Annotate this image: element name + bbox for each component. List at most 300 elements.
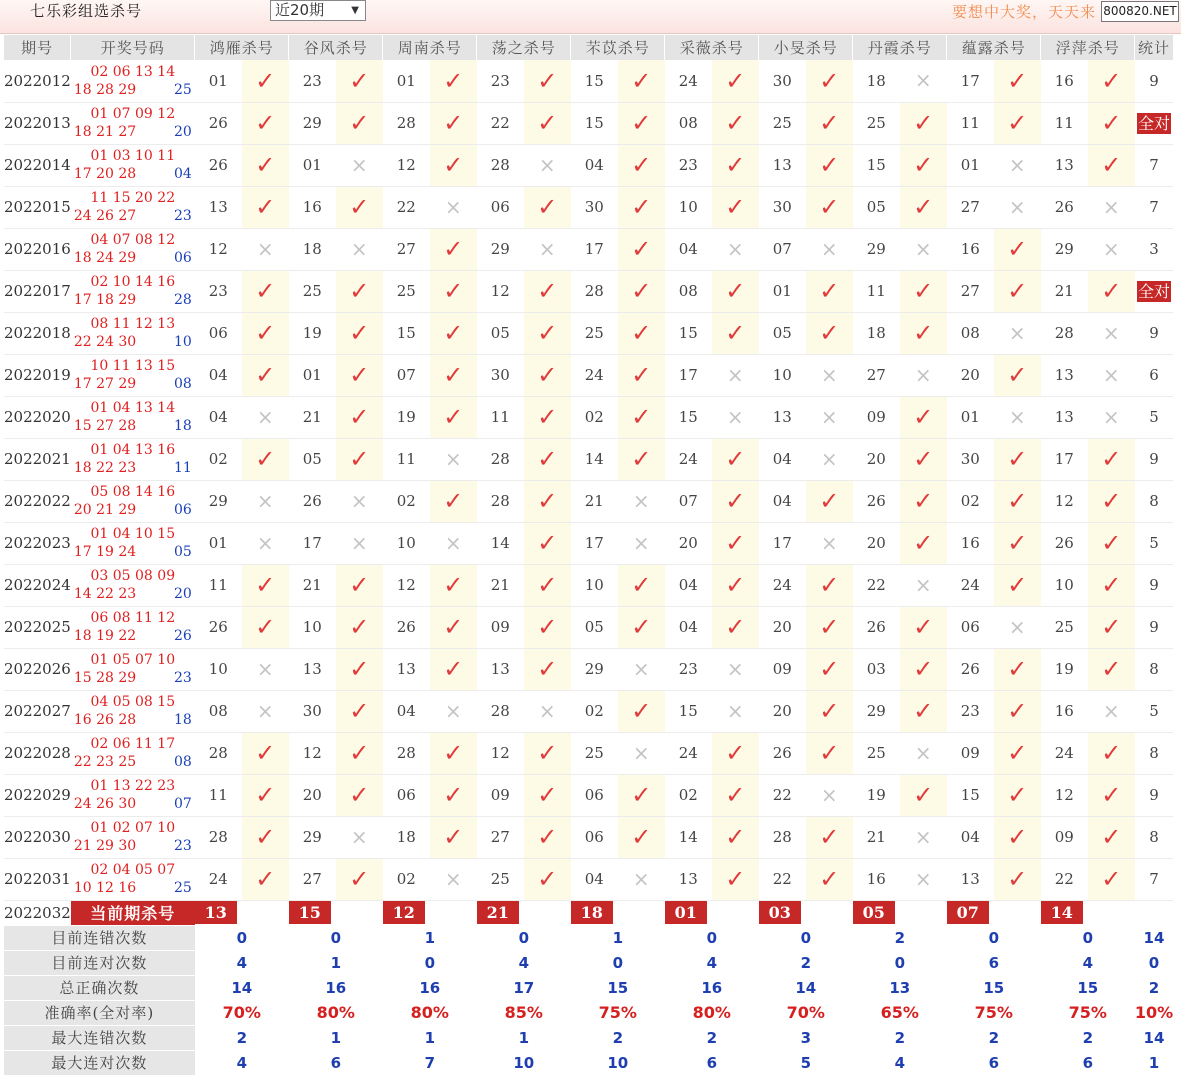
period-number: 2022018 <box>4 312 71 354</box>
summary-value: 0 <box>947 925 1041 950</box>
result-cell <box>994 228 1041 270</box>
result-cell <box>1088 228 1135 270</box>
summary-value: 2 <box>571 1025 665 1050</box>
result-cell <box>900 690 947 732</box>
result-cell <box>618 564 665 606</box>
cross-icon: × <box>632 530 650 555</box>
check-icon: ✓ <box>443 361 464 389</box>
check-icon: ✓ <box>1007 487 1028 515</box>
kill-number: 04 <box>571 144 618 186</box>
result-cell <box>618 522 665 564</box>
table-row <box>4 690 1173 732</box>
check-icon: ✓ <box>631 445 652 473</box>
table-row <box>4 60 1173 102</box>
check-icon: ✓ <box>725 66 746 95</box>
kill-number: 29 <box>289 102 336 144</box>
summary-value: 70% <box>759 1000 853 1025</box>
result-cell <box>336 858 383 900</box>
kill-number: 24 <box>1041 732 1088 774</box>
draw-numbers-line2 <box>71 543 195 561</box>
draw-numbers-main: 22 23 25 <box>73 754 137 770</box>
kill-number: 06 <box>947 606 994 648</box>
draw-numbers-line1: 11 15 20 22 <box>90 190 176 206</box>
result-cell <box>1088 648 1135 690</box>
draw-numbers <box>71 606 195 648</box>
draw-numbers-line1: 05 08 14 16 <box>90 484 176 500</box>
check-icon: ✓ <box>349 193 370 221</box>
cross-icon: × <box>350 152 368 177</box>
check-icon: ✓ <box>443 655 464 683</box>
draw-numbers-line2 <box>71 123 195 141</box>
cross-icon: × <box>726 404 744 429</box>
result-cell <box>806 648 853 690</box>
summary-value: 0 <box>1041 925 1135 950</box>
kill-number: 23 <box>289 60 336 102</box>
result-cell <box>242 438 289 480</box>
kill-number: 10 <box>759 354 806 396</box>
summary-value: 75% <box>947 1000 1041 1025</box>
kill-number: 19 <box>383 396 430 438</box>
result-cell <box>524 522 571 564</box>
check-icon: ✓ <box>631 235 652 263</box>
check-icon: ✓ <box>819 613 840 641</box>
summary-value: 0 <box>665 925 759 950</box>
check-icon: ✓ <box>443 781 464 809</box>
kill-number: 16 <box>289 186 336 228</box>
promo-slogan: 要想中大奖，天天来 <box>952 3 1097 21</box>
result-cell <box>712 690 759 732</box>
kill-number: 25 <box>571 312 618 354</box>
summary-label: 总正确次数 <box>4 975 195 1000</box>
draw-numbers-line1: 08 11 12 13 <box>90 316 176 332</box>
cross-icon: × <box>256 404 274 429</box>
check-icon: ✓ <box>1007 697 1028 725</box>
draw-numbers-main: 15 27 28 <box>73 418 137 434</box>
summary-value: 17 <box>477 975 571 1000</box>
current-kill-chip: 01 <box>665 901 707 924</box>
check-icon: ✓ <box>819 66 840 95</box>
result-cell <box>618 732 665 774</box>
kill-number: 15 <box>665 312 712 354</box>
check-icon: ✓ <box>819 739 840 767</box>
summary-value: 1 <box>383 1025 477 1050</box>
result-cell <box>900 186 947 228</box>
kill-number: 13 <box>1041 354 1088 396</box>
kill-number: 15 <box>947 774 994 816</box>
kill-number: 26 <box>947 648 994 690</box>
result-cell <box>524 396 571 438</box>
kill-number: 04 <box>571 858 618 900</box>
kill-number: 26 <box>1041 522 1088 564</box>
hit-count: 9 <box>1135 606 1173 648</box>
cross-icon: × <box>1008 152 1026 177</box>
summary-value: 4 <box>853 1050 947 1075</box>
check-icon: ✓ <box>349 655 370 683</box>
kill-number: 13 <box>947 858 994 900</box>
hit-count: 8 <box>1135 648 1173 690</box>
result-cell <box>806 270 853 312</box>
result-cell <box>618 648 665 690</box>
hit-count: 5 <box>1135 396 1173 438</box>
result-cell <box>336 144 383 186</box>
kill-number: 12 <box>477 270 524 312</box>
summary-value: 10 <box>571 1050 665 1075</box>
check-icon: ✓ <box>725 277 746 305</box>
result-cell <box>712 438 759 480</box>
check-icon: ✓ <box>913 781 934 809</box>
check-icon: ✓ <box>349 613 370 641</box>
summary-value: 2 <box>853 925 947 950</box>
summary-value: 6 <box>947 950 1041 975</box>
summary-value: 4 <box>195 1050 289 1075</box>
check-icon: ✓ <box>725 571 746 599</box>
check-icon: ✓ <box>443 613 464 641</box>
cross-icon: × <box>256 236 274 261</box>
result-cell <box>806 396 853 438</box>
column-header: 开奖号码 <box>71 35 195 60</box>
period-number: 2022021 <box>4 438 71 480</box>
check-icon: ✓ <box>725 739 746 767</box>
result-cell <box>430 774 477 816</box>
cross-icon: × <box>820 236 838 261</box>
kill-number: 04 <box>665 564 712 606</box>
result-cell <box>1088 480 1135 522</box>
kill-number: 22 <box>853 564 900 606</box>
hit-count <box>1135 270 1173 312</box>
check-icon: ✓ <box>443 823 464 851</box>
summary-value: 2 <box>853 1025 947 1050</box>
draw-numbers <box>71 564 195 606</box>
summary-label: 最大连错次数 <box>4 1025 195 1050</box>
check-icon: ✓ <box>631 823 652 851</box>
kill-number: 07 <box>383 354 430 396</box>
draw-numbers <box>71 144 195 186</box>
kill-number: 20 <box>853 438 900 480</box>
result-cell <box>994 312 1041 354</box>
summary-value: 4 <box>195 950 289 975</box>
result-cell <box>900 270 947 312</box>
hit-count: 9 <box>1135 438 1173 480</box>
kill-number: 04 <box>665 606 712 648</box>
draw-numbers-line1: 01 04 10 15 <box>90 526 176 542</box>
result-cell <box>430 270 477 312</box>
check-icon: ✓ <box>443 487 464 515</box>
check-icon: ✓ <box>725 823 746 851</box>
period-number: 2022019 <box>4 354 71 396</box>
table-row <box>4 732 1173 774</box>
kill-number: 28 <box>195 816 242 858</box>
summary-value: 80% <box>665 1000 759 1025</box>
result-cell <box>806 186 853 228</box>
summary-label: 准确率(全对率) <box>4 1000 195 1025</box>
summary-value: 70% <box>195 1000 289 1025</box>
check-icon: ✓ <box>819 655 840 683</box>
chevron-down-icon: ▼ <box>351 5 359 16</box>
kill-number: 01 <box>289 354 336 396</box>
result-cell <box>618 228 665 270</box>
column-header: 期号 <box>4 35 71 60</box>
cross-icon: × <box>820 404 838 429</box>
column-header: 荡之杀号 <box>477 35 571 60</box>
kill-number: 13 <box>289 648 336 690</box>
cross-icon: × <box>256 530 274 555</box>
summary-label: 目前连对次数 <box>4 950 195 975</box>
draw-numbers-line1: 10 11 13 15 <box>90 358 176 374</box>
draw-numbers-main: 18 19 22 <box>73 628 137 644</box>
draw-numbers <box>71 186 195 228</box>
result-cell <box>900 816 947 858</box>
current-kill-chip: 05 <box>853 901 895 924</box>
check-icon: ✓ <box>443 66 464 95</box>
result-cell <box>524 270 571 312</box>
kill-number: 12 <box>383 144 430 186</box>
table-row <box>4 396 1173 438</box>
result-cell <box>1088 186 1135 228</box>
result-cell <box>242 690 289 732</box>
period-number: 2022026 <box>4 648 71 690</box>
result-cell <box>242 144 289 186</box>
result-cell <box>430 102 477 144</box>
kill-number: 25 <box>759 102 806 144</box>
result-cell <box>242 396 289 438</box>
summary-value: 4 <box>1041 950 1135 975</box>
current-kill-chip: 12 <box>383 901 425 924</box>
hit-count: 8 <box>1135 816 1173 858</box>
summary-value: 10% <box>1135 1000 1173 1025</box>
kill-number: 11 <box>947 102 994 144</box>
current-kill-row <box>4 900 1173 925</box>
kill-number: 13 <box>477 648 524 690</box>
period-number: 2022015 <box>4 186 71 228</box>
draw-numbers-main: 21 29 30 <box>73 838 137 854</box>
summary-value: 80% <box>383 1000 477 1025</box>
cross-icon: × <box>914 824 932 849</box>
draw-numbers-line2 <box>71 753 195 771</box>
result-cell <box>1088 606 1135 648</box>
result-cell <box>618 396 665 438</box>
hit-count: 9 <box>1135 564 1173 606</box>
check-icon: ✓ <box>255 571 276 599</box>
kill-number: 09 <box>853 396 900 438</box>
kill-number: 20 <box>759 606 806 648</box>
kill-number: 12 <box>383 564 430 606</box>
special-number: 06 <box>173 502 192 518</box>
result-cell <box>712 186 759 228</box>
kill-number: 11 <box>853 270 900 312</box>
kill-number: 13 <box>665 858 712 900</box>
kill-number: 04 <box>665 228 712 270</box>
check-icon: ✓ <box>1007 66 1028 95</box>
kill-number: 05 <box>853 186 900 228</box>
result-cell <box>900 396 947 438</box>
check-icon: ✓ <box>631 403 652 431</box>
kill-number: 06 <box>571 816 618 858</box>
draw-numbers-line2 <box>71 165 195 183</box>
draw-numbers-main: 18 28 29 <box>73 81 137 98</box>
special-number: 23 <box>173 670 192 686</box>
kill-number: 24 <box>665 732 712 774</box>
kill-number: 28 <box>383 732 430 774</box>
result-cell <box>994 774 1041 816</box>
check-icon: ✓ <box>631 571 652 599</box>
period-number: 2022031 <box>4 858 71 900</box>
result-cell <box>994 816 1041 858</box>
kill-number: 13 <box>1041 144 1088 186</box>
result-cell <box>900 774 947 816</box>
draw-numbers-main: 18 21 27 <box>73 124 137 140</box>
special-number: 11 <box>173 460 192 476</box>
kill-number: 21 <box>289 564 336 606</box>
period-range-select[interactable] <box>270 0 366 21</box>
hit-count: 7 <box>1135 186 1173 228</box>
check-icon: ✓ <box>819 865 840 893</box>
special-number: 23 <box>173 208 192 224</box>
kill-number: 13 <box>759 396 806 438</box>
draw-numbers-line2 <box>71 459 195 477</box>
result-cell <box>1088 312 1135 354</box>
result-cell <box>806 858 853 900</box>
result-cell <box>430 732 477 774</box>
check-icon: ✓ <box>1007 445 1028 473</box>
kill-number: 28 <box>195 732 242 774</box>
kill-number: 26 <box>853 606 900 648</box>
result-cell <box>242 102 289 144</box>
summary-value: 14 <box>759 975 853 1000</box>
current-kill-chip: 18 <box>571 901 613 924</box>
kill-number: 18 <box>853 312 900 354</box>
check-icon: ✓ <box>1007 865 1028 893</box>
result-cell <box>1088 522 1135 564</box>
kill-number: 27 <box>289 858 336 900</box>
kill-number: 30 <box>947 438 994 480</box>
kill-number: 01 <box>289 144 336 186</box>
kill-number: 22 <box>759 858 806 900</box>
draw-numbers-line2 <box>71 627 195 645</box>
summary-value: 6 <box>947 1050 1041 1075</box>
kill-number: 10 <box>665 186 712 228</box>
draw-numbers-line2 <box>71 333 195 351</box>
result-cell <box>618 102 665 144</box>
result-cell <box>712 816 759 858</box>
check-icon: ✓ <box>631 781 652 809</box>
check-icon: ✓ <box>255 109 276 137</box>
draw-numbers-line2 <box>71 207 195 225</box>
hit-count: 5 <box>1135 522 1173 564</box>
draw-numbers-line2 <box>71 81 195 99</box>
special-number: 25 <box>173 81 192 98</box>
check-icon: ✓ <box>913 697 934 725</box>
check-icon: ✓ <box>537 66 558 95</box>
period-number: 2022029 <box>4 774 71 816</box>
result-cell <box>806 144 853 186</box>
result-cell <box>900 606 947 648</box>
result-cell <box>994 144 1041 186</box>
site-badge[interactable]: 800820.NET <box>1101 1 1179 22</box>
result-cell <box>524 774 571 816</box>
cross-icon: × <box>914 68 932 93</box>
table-row <box>4 312 1173 354</box>
check-icon: ✓ <box>537 823 558 851</box>
check-icon: ✓ <box>819 487 840 515</box>
check-icon: ✓ <box>1007 655 1028 683</box>
result-cell <box>430 396 477 438</box>
check-icon: ✓ <box>725 151 746 179</box>
kill-number: 17 <box>571 522 618 564</box>
draw-numbers-main: 10 12 16 <box>73 880 137 896</box>
table-row <box>4 228 1173 270</box>
result-cell <box>524 60 571 102</box>
result-cell <box>524 144 571 186</box>
kill-number: 08 <box>665 270 712 312</box>
result-cell <box>712 606 759 648</box>
kill-number: 22 <box>477 102 524 144</box>
result-cell <box>712 102 759 144</box>
column-header: 周南杀号 <box>383 35 477 60</box>
cross-icon: × <box>1008 404 1026 429</box>
draw-numbers-main: 17 19 24 <box>73 544 137 560</box>
period-number: 2022025 <box>4 606 71 648</box>
kill-number-table <box>4 35 1174 1076</box>
check-icon: ✓ <box>1007 109 1028 137</box>
result-cell <box>1088 270 1135 312</box>
check-icon: ✓ <box>537 109 558 137</box>
check-icon: ✓ <box>1101 277 1122 305</box>
check-icon: ✓ <box>819 697 840 725</box>
result-cell <box>336 732 383 774</box>
result-cell <box>994 480 1041 522</box>
kill-number: 10 <box>383 522 430 564</box>
kill-number: 11 <box>477 396 524 438</box>
period-number: 2022014 <box>4 144 71 186</box>
kill-number: 01 <box>195 60 242 102</box>
draw-numbers-line1: 03 05 08 09 <box>90 568 176 584</box>
result-cell <box>242 522 289 564</box>
period-number: 2022017 <box>4 270 71 312</box>
draw-numbers-line1: 02 06 13 14 <box>90 63 176 80</box>
result-cell <box>806 60 853 102</box>
cross-icon: × <box>726 236 744 261</box>
kill-number: 17 <box>571 228 618 270</box>
special-number: 20 <box>173 586 192 602</box>
result-cell <box>994 690 1041 732</box>
special-number: 20 <box>173 124 192 140</box>
result-cell <box>994 396 1041 438</box>
cross-icon: × <box>444 698 462 723</box>
special-number: 10 <box>173 334 192 350</box>
kill-number: 16 <box>947 228 994 270</box>
column-header: 蕴露杀号 <box>947 35 1041 60</box>
draw-numbers-line2 <box>71 417 195 435</box>
current-kill-cell <box>571 900 665 925</box>
result-cell <box>336 564 383 606</box>
result-cell <box>994 732 1041 774</box>
period-number: 2022016 <box>4 228 71 270</box>
result-cell <box>806 732 853 774</box>
result-cell <box>242 186 289 228</box>
result-cell <box>336 480 383 522</box>
summary-value: 1 <box>289 950 383 975</box>
kill-number: 28 <box>759 816 806 858</box>
result-cell <box>430 144 477 186</box>
kill-number: 06 <box>571 774 618 816</box>
result-cell <box>242 354 289 396</box>
check-icon: ✓ <box>631 277 652 305</box>
result-cell <box>1088 102 1135 144</box>
column-header: 小旻杀号 <box>759 35 853 60</box>
kill-number: 05 <box>289 438 336 480</box>
draw-numbers-line1: 02 06 11 17 <box>90 736 176 752</box>
special-number: 26 <box>173 628 192 644</box>
